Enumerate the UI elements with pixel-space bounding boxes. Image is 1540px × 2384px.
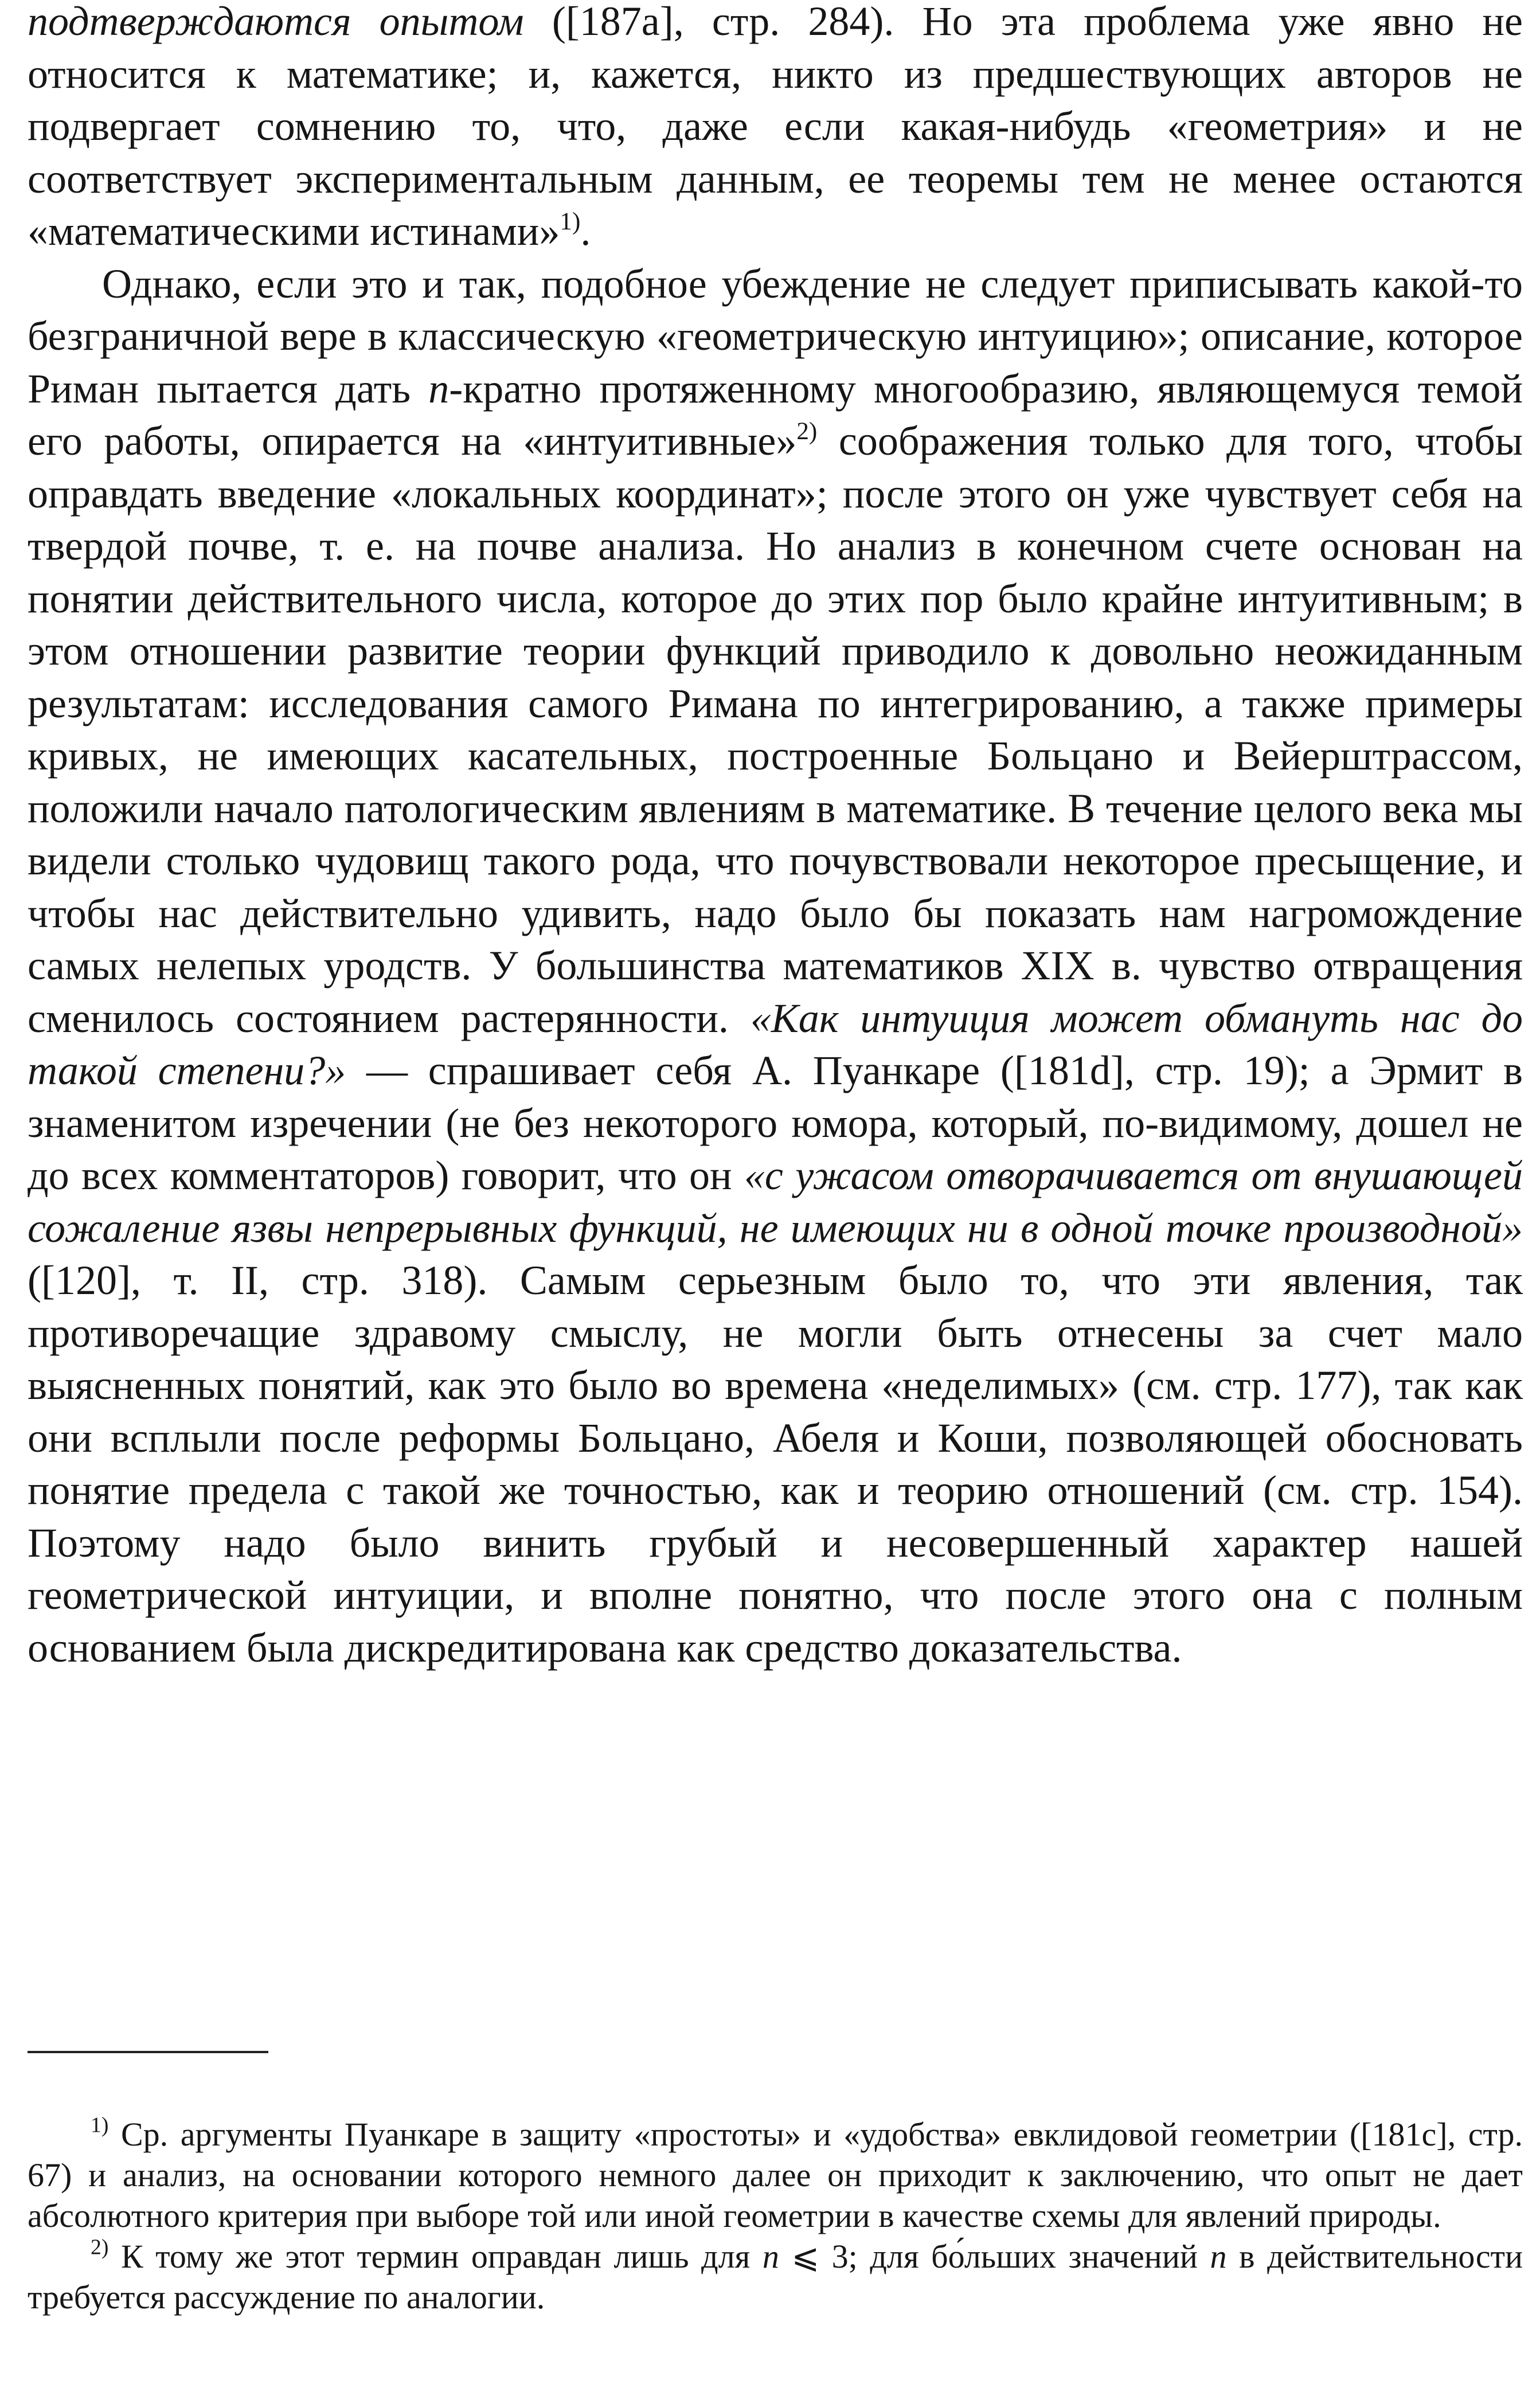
text-run: К тому же этот термин оправдан лишь для	[108, 2238, 763, 2275]
main-text	[28, 0, 1523, 1674]
text-run: — спрашивает себя А. Пуанкаре ([181d], стр. 19); а Эрмит в знаменитом изречении (не без некоторого юмора, который, по-видимому, дошел не до всех комментаторов) говорит, что он	[28, 1048, 1523, 1198]
footnotes	[28, 2114, 1523, 2317]
italic-text: «с ужасом отворачивается от внушающей сожаление язвы непрерывных функций, не имеющих ни в одной точке производной»	[28, 1152, 1523, 1251]
text-run: ⩽ 3; для бо́льших значений	[779, 2238, 1210, 2275]
footnote-2	[28, 2236, 1523, 2317]
italic-text: n	[428, 365, 450, 412]
footnote-1	[28, 2114, 1523, 2236]
text-run: -кратно протяженному многообразию, являющемуся темой его работы, опирается на «интуитивные»	[28, 365, 1523, 464]
paragraph-1	[28, 0, 1523, 258]
footnote-divider	[28, 2051, 268, 2053]
footnote-ref: 1)	[91, 2113, 109, 2137]
text-run: Ср. аргументы Пуанкаре в защиту «простоты» и «удобства» евклидовой геометрии ([181c], стр. 67) и анализ, на основании которого немного далее он приходит к заключению, что опыт не дает абсолютного критерия при выборе той или иной геометрии в качестве схемы для явлений природы.	[28, 2116, 1523, 2234]
text-run: в действительности требуется рассуждение по аналогии.	[28, 2238, 1523, 2316]
footnote-ref: 2)	[796, 418, 818, 445]
text-run: соображения только для того, чтобы оправдать введение «локальных координат»; после этого он уже чувствует себя на твердой почве, т. е. на почве анализа. Но анализ в конечном счете основан на понятии действительного числа, которое до этих пор было крайне интуитивным; в этом отношении развитие теории функций приводило к довольно неожиданным результатам: исследования самого Римана по интегрированию, а также примеры кривых, не имеющих касательных, построенные Больцано и Вейерштрассом, положили начало патологическим явлениям в математике. В течение целого века мы видели столько чудовищ такого рода, что почувствовали некоторое пресыщение, и чтобы нас действительно удивить, надо было бы показать нам нагромождение самых нелепых уродств. У большинства математиков XIX в. чувство отвращения сменилось состоянием растерянности.	[28, 418, 1523, 1041]
text-run: .	[580, 208, 591, 254]
text-run: ([187a], стр. 284). Но эта проблема уже явно не относится к математике; и, кажется, никто из предшествующих авторов не подвергает сомнению то, что, даже если какая-нибудь «геометрия» и не соответствует экспериментальным данным, ее теоремы тем не менее остаются «математическими истинами»	[28, 0, 1523, 254]
text-run: Однако, если это и так, подобное убеждение не следует приписывать какой-то безграничной вере в классическую «геометрическую интуицию»; описание, которое Риман пытается дать	[28, 260, 1523, 412]
text-run: ([120], т. II, стр. 318). Самым серьезным было то, что эти явления, так противоречащие здравому смыслу, не могли быть отнесены за счет мало выясненных понятий, как это было во времена «неделимых» (см. стр. 177), так как они всплыли после реформы Больцано, Абеля и Коши, позволяющей обосновать понятие предела с такой же точностью, как и теорию отношений (см. стр. 154). Поэтому надо было винить грубый и несовершенный характер нашей геометрической интуиции, и вполне понятно, что после этого она с полным основанием была дискредитирована как средство доказательства.	[28, 1257, 1523, 1671]
italic-text: «Как интуиция может обмануть нас до такой степени?»	[28, 995, 1523, 1093]
italic-text: подтверждаются опытом	[28, 0, 524, 44]
footnote-ref: 2)	[91, 2235, 109, 2260]
paragraph-2	[28, 258, 1523, 1675]
italic-text: n	[762, 2238, 779, 2275]
italic-text: n	[1210, 2238, 1227, 2275]
footnote-ref: 1)	[560, 208, 581, 236]
